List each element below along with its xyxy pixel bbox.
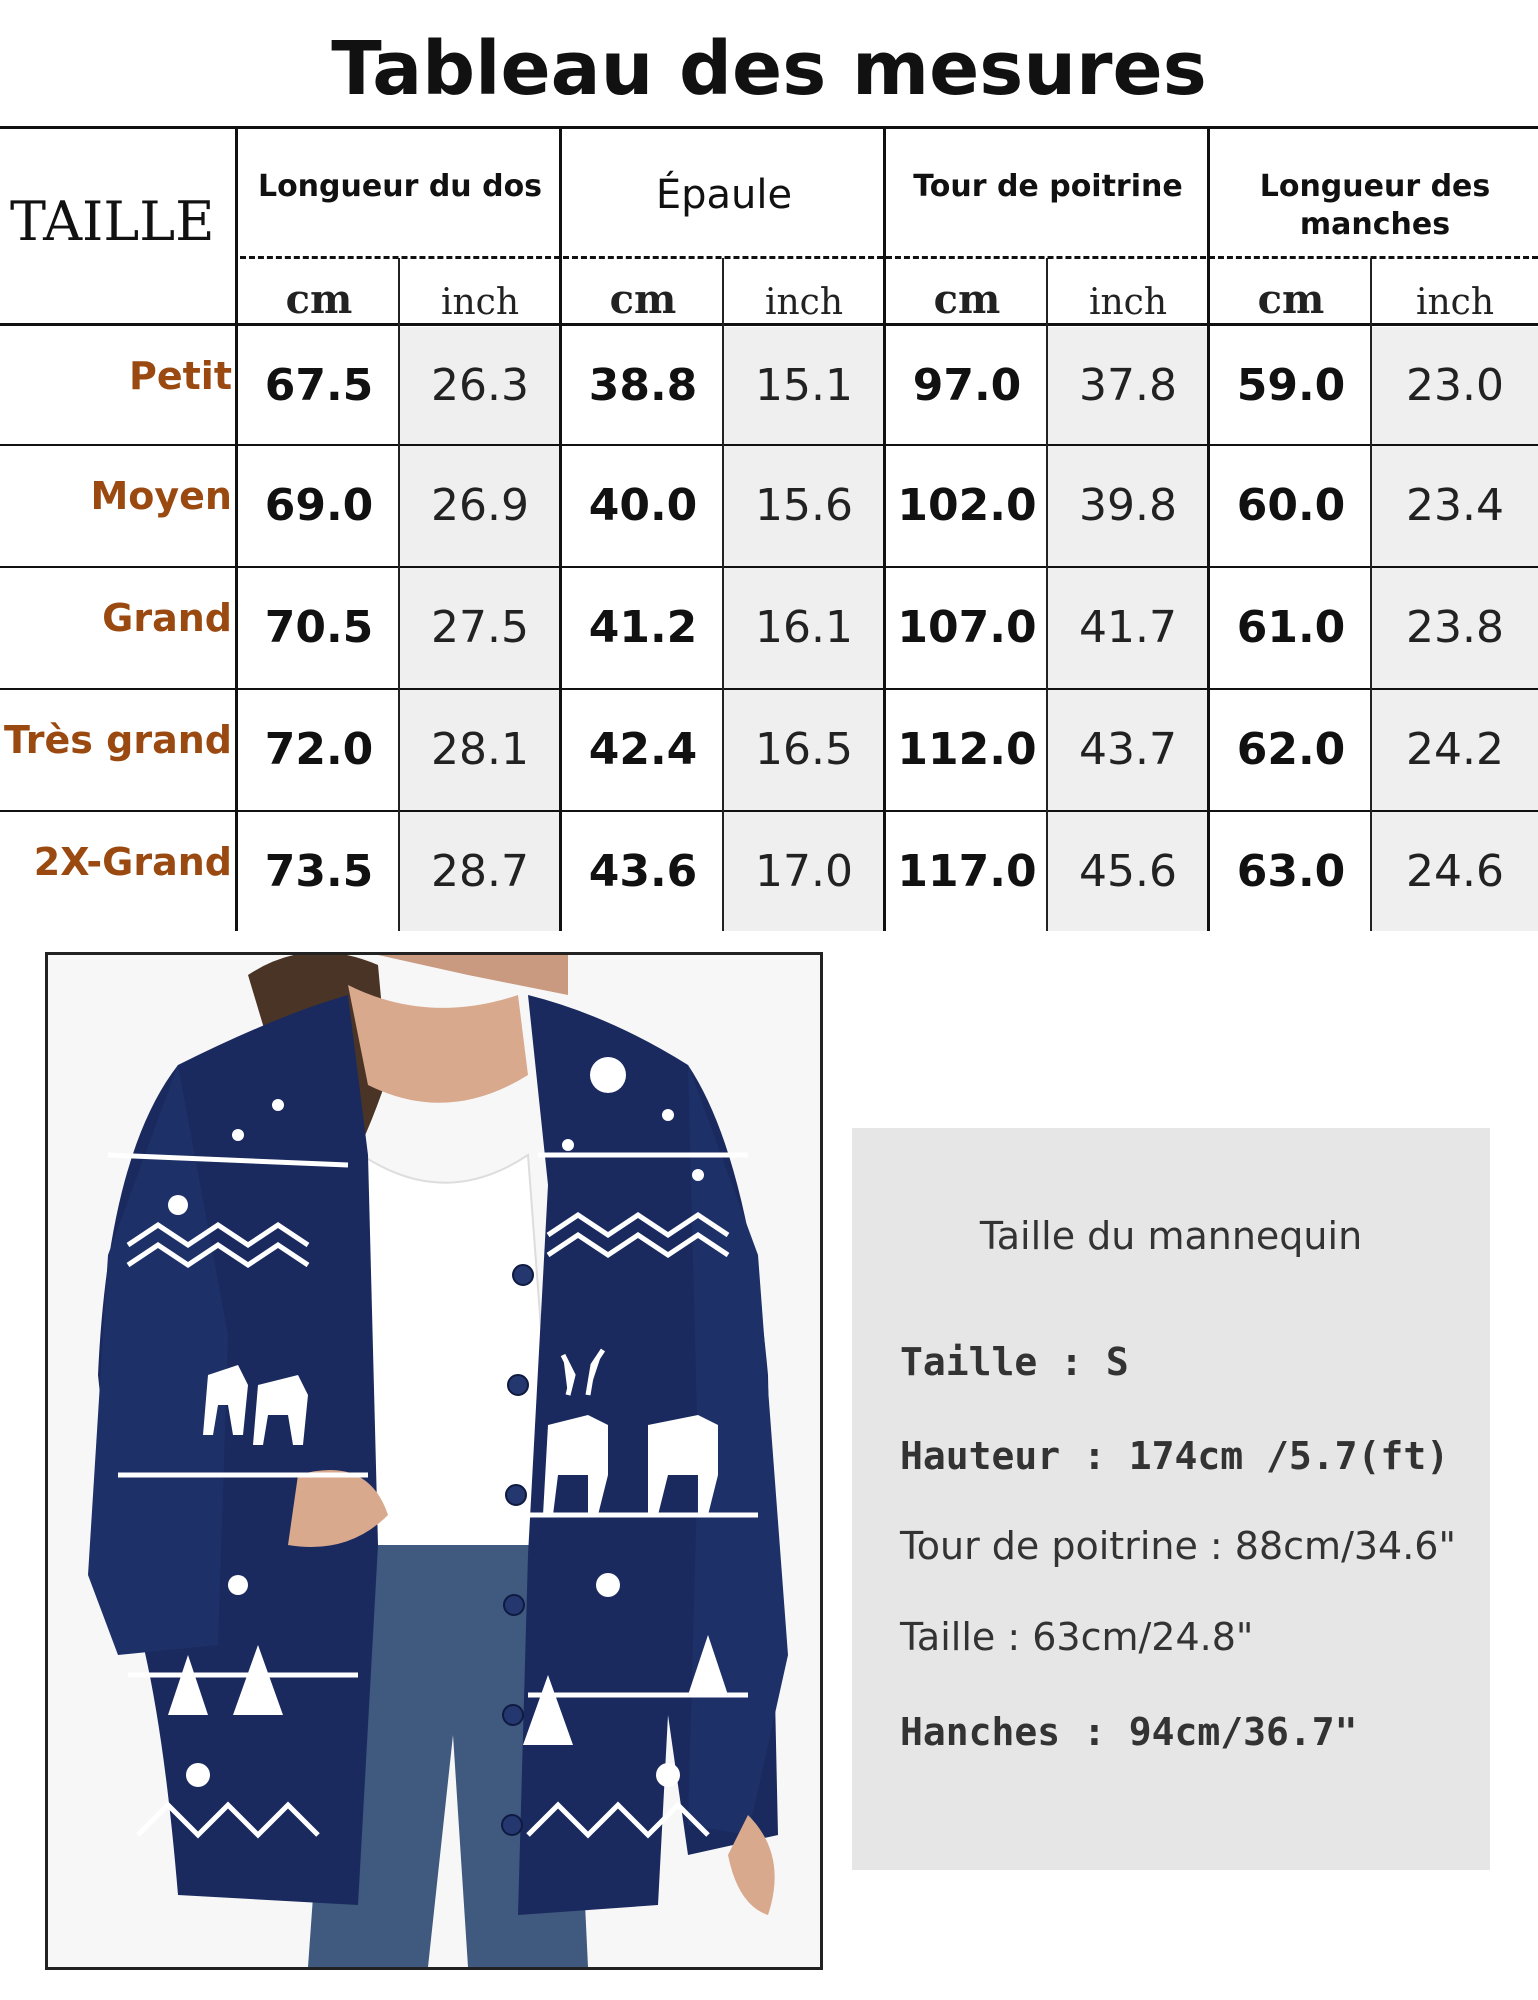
model-size-panel: [852, 1128, 1490, 1870]
size-value-cell: 24.6: [1406, 846, 1504, 897]
size-value-cell: 23.0: [1406, 360, 1504, 411]
model-waist: Taille : 63cm/24.8": [900, 1615, 1254, 1659]
vline-unit-2: [722, 258, 724, 931]
unit-cm-3: cm: [933, 276, 1001, 323]
product-photo: [45, 952, 823, 1970]
group-dash-line: [240, 256, 1538, 259]
size-value-cell: 37.8: [1079, 360, 1177, 411]
size-value-cell: 28.1: [431, 724, 529, 775]
table-top-rule: [0, 126, 1538, 129]
size-value-cell: 26.9: [431, 480, 529, 531]
unit-cm-1: cm: [285, 276, 353, 323]
vline-taille: [235, 128, 238, 931]
vline-unit-3: [1046, 258, 1048, 931]
group-header-sleeve: Longueur des manches: [1259, 169, 1491, 242]
size-value-cell: 43.6: [588, 846, 698, 897]
size-value-cell: 69.0: [264, 480, 374, 531]
size-value-cell: 67.5: [264, 360, 374, 411]
unit-inch-2: inch: [764, 282, 844, 323]
row-rule-3: [0, 688, 1538, 690]
size-value-cell: 43.7: [1079, 724, 1177, 775]
size-value-cell: 72.0: [264, 724, 374, 775]
vline-unit-4: [1370, 258, 1372, 931]
model-panel-title: Taille du mannequin: [979, 1214, 1363, 1258]
group-header-shoulder: Épaule: [655, 172, 793, 218]
size-value-cell: 73.5: [264, 846, 374, 897]
model-size: Taille : S: [900, 1340, 1129, 1384]
size-value-cell: 42.4: [588, 724, 698, 775]
size-value-cell: 23.8: [1406, 602, 1504, 653]
size-value-cell: 117.0: [897, 846, 1037, 897]
size-value-cell: 16.1: [755, 602, 853, 653]
size-value-cell: 112.0: [897, 724, 1037, 775]
header-bottom-rule: [0, 323, 1538, 326]
size-row-label: Petit: [129, 354, 232, 398]
size-value-cell: 59.0: [1236, 360, 1346, 411]
size-value-cell: 24.2: [1406, 724, 1504, 775]
size-value-cell: 70.5: [264, 602, 374, 653]
unit-inch-3: inch: [1088, 282, 1168, 323]
size-row-label: Très grand: [4, 718, 232, 762]
size-value-cell: 16.5: [755, 724, 853, 775]
size-value-cell: 26.3: [431, 360, 529, 411]
size-value-cell: 41.2: [588, 602, 698, 653]
unit-cm-2: cm: [609, 276, 677, 323]
size-value-cell: 27.5: [431, 602, 529, 653]
size-value-cell: 23.4: [1406, 480, 1504, 531]
size-row-label: Moyen: [90, 474, 232, 518]
size-column-header: TAILLE: [10, 190, 215, 253]
size-value-cell: 60.0: [1236, 480, 1346, 531]
row-rule-2: [0, 566, 1538, 568]
size-row-label: 2X-Grand: [33, 840, 232, 884]
unit-inch-4: inch: [1415, 282, 1495, 323]
size-value-cell: 28.7: [431, 846, 529, 897]
size-value-cell: 38.8: [588, 360, 698, 411]
size-value-cell: 45.6: [1079, 846, 1177, 897]
model-hips: Hanches : 94cm/36.7": [900, 1710, 1358, 1754]
unit-inch-1: inch: [440, 282, 520, 323]
page-title: Tableau des mesures: [331, 26, 1207, 112]
vline-unit-1: [398, 258, 400, 931]
row-rule-4: [0, 810, 1538, 812]
size-value-cell: 61.0: [1236, 602, 1346, 653]
row-rule-1: [0, 444, 1538, 446]
model-height: Hauteur : 174cm /5.7(ft): [900, 1434, 1450, 1478]
size-value-cell: 15.1: [755, 360, 853, 411]
size-value-cell: 15.6: [755, 480, 853, 531]
size-value-cell: 41.7: [1079, 602, 1177, 653]
size-value-cell: 40.0: [588, 480, 698, 531]
size-value-cell: 107.0: [897, 602, 1037, 653]
group-header-back-length: Longueur du dos: [257, 169, 543, 204]
unit-cm-4: cm: [1257, 276, 1325, 323]
size-value-cell: 39.8: [1079, 480, 1177, 531]
size-value-cell: 17.0: [755, 846, 853, 897]
group-header-chest: Tour de poitrine: [913, 169, 1183, 204]
size-row-label: Grand: [102, 596, 232, 640]
size-value-cell: 63.0: [1236, 846, 1346, 897]
size-value-cell: 102.0: [897, 480, 1037, 531]
model-chest: Tour de poitrine : 88cm/34.6": [900, 1524, 1456, 1568]
size-value-cell: 62.0: [1236, 724, 1346, 775]
cardigan-illustration: [48, 955, 820, 1967]
size-value-cell: 97.0: [912, 360, 1022, 411]
